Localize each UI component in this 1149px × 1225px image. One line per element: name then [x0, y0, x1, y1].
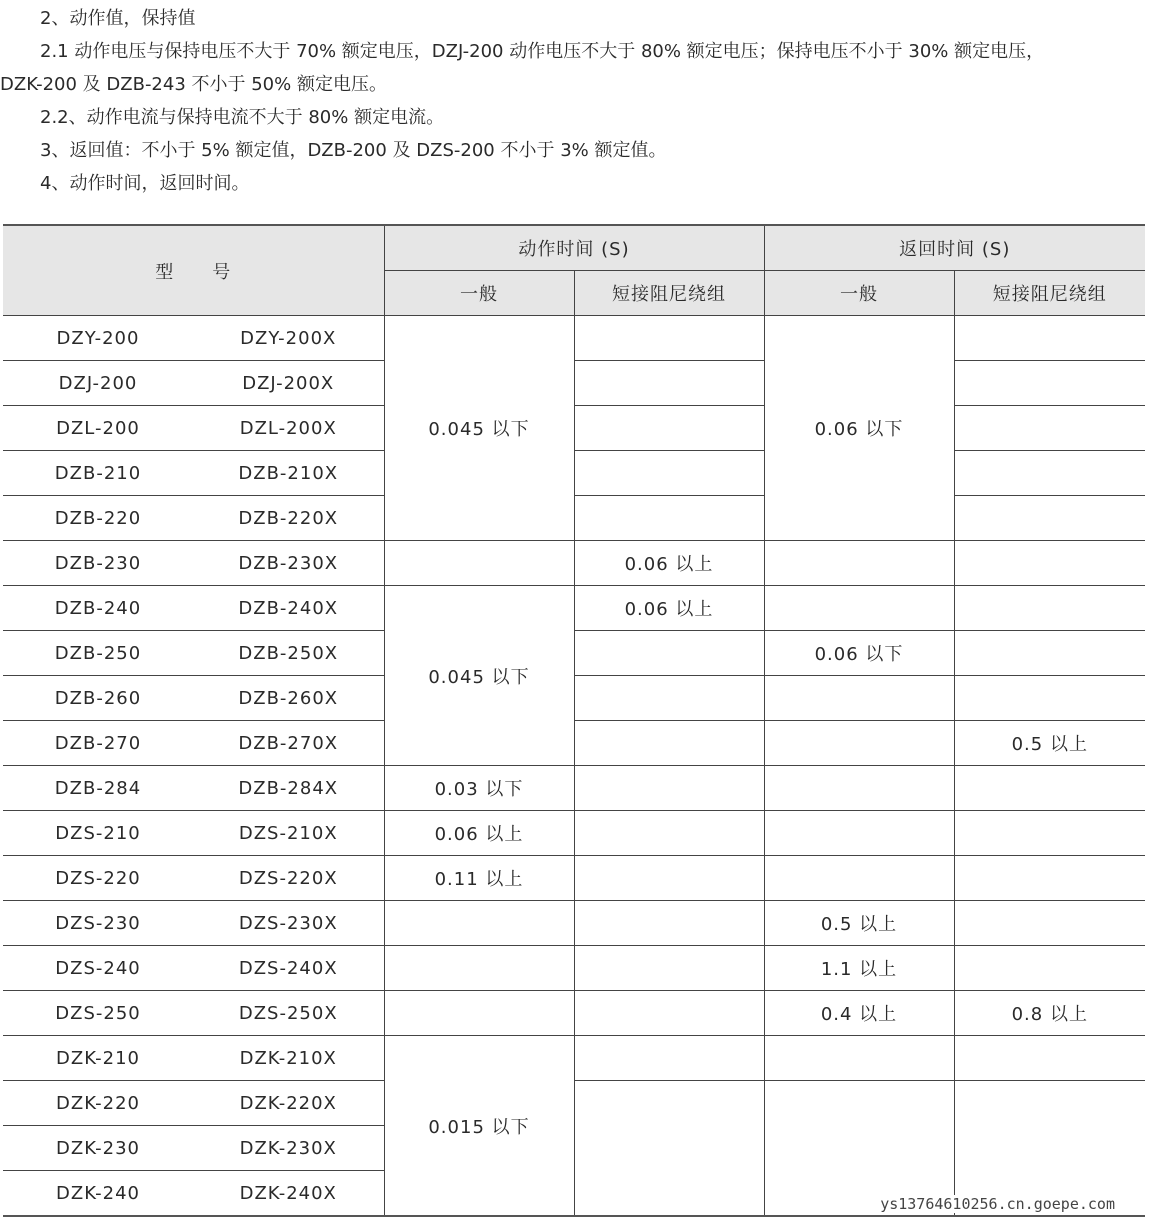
model-cell: DZJ-200	[3, 361, 193, 406]
table-row	[3, 811, 1145, 856]
action-general-cell: 0.015 以下	[384, 1036, 574, 1217]
model-x-cell: DZS-240X	[193, 946, 384, 991]
paragraph-voltage-line2: DZK-200 及 DZB-243 不小于 50% 额定电压。	[0, 74, 387, 95]
action-general-cell: 0.11 以上	[384, 856, 574, 901]
return-general-cell: 0.4 以上	[764, 991, 954, 1036]
model-x-cell: DZB-284X	[193, 766, 384, 811]
timing-table	[3, 224, 1145, 1217]
action-general-cell: 0.045 以下	[384, 586, 574, 766]
model-cell: DZK-220	[3, 1081, 193, 1126]
return-general-cell: 0.06 以下	[764, 316, 954, 541]
return-general-cell	[764, 721, 954, 766]
table-header-row	[3, 225, 1145, 271]
model-cell: DZL-200	[3, 406, 193, 451]
action-general-cell: 0.03 以下	[384, 766, 574, 811]
table-row	[3, 721, 1145, 766]
table-row	[3, 361, 1145, 406]
model-x-cell: DZS-250X	[193, 991, 384, 1036]
table-row	[3, 541, 1145, 586]
action-general-cell	[384, 991, 574, 1036]
model-x-cell: DZB-220X	[193, 496, 384, 541]
return-short-cell	[954, 361, 1145, 406]
return-general-cell	[764, 676, 954, 721]
action-short-cell	[574, 1036, 764, 1081]
return-general-cell	[764, 766, 954, 811]
return-short-cell	[954, 451, 1145, 496]
table-row	[3, 586, 1145, 631]
model-cell: DZK-210	[3, 1036, 193, 1081]
header-action-time: 动作时间 (S)	[384, 225, 764, 271]
action-short-cell	[574, 631, 764, 676]
model-cell: DZB-270	[3, 721, 193, 766]
paragraph-voltage-line1: 2.1 动作电压与保持电压不大于 70% 额定电压，DZJ-200 动作电压不大于 80% 额定电压；保持电压不小于 30% 额定电压，	[40, 41, 1045, 62]
table-row	[3, 676, 1145, 721]
table-row	[3, 496, 1145, 541]
table-row	[3, 901, 1145, 946]
return-short-cell	[954, 856, 1145, 901]
action-general-cell: 0.06 以上	[384, 811, 574, 856]
model-x-cell: DZB-250X	[193, 631, 384, 676]
model-x-cell: DZK-220X	[193, 1081, 384, 1126]
header-action-general: 一般	[384, 271, 574, 316]
model-cell: DZK-230	[3, 1126, 193, 1171]
table-row	[3, 631, 1145, 676]
model-x-cell: DZB-240X	[193, 586, 384, 631]
action-short-cell	[574, 811, 764, 856]
action-general-cell	[384, 946, 574, 991]
model-cell: DZB-210	[3, 451, 193, 496]
return-short-cell	[954, 586, 1145, 631]
paragraph-return-value: 3、返回值：不小于 5% 额定值，DZB-200 及 DZS-200 不小于 3% 额定值。	[40, 140, 667, 161]
action-short-cell	[574, 361, 764, 406]
return-short-cell	[954, 811, 1145, 856]
model-x-cell: DZS-220X	[193, 856, 384, 901]
model-x-cell: DZL-200X	[193, 406, 384, 451]
model-x-cell: DZS-230X	[193, 901, 384, 946]
model-cell: DZK-240	[3, 1171, 193, 1217]
return-short-cell	[954, 541, 1145, 586]
return-short-cell	[954, 496, 1145, 541]
model-cell: DZS-220	[3, 856, 193, 901]
return-short-cell	[954, 1036, 1145, 1081]
return-short-cell	[954, 631, 1145, 676]
action-short-cell	[574, 721, 764, 766]
action-short-cell: 0.06 以上	[574, 586, 764, 631]
action-short-cell	[574, 676, 764, 721]
return-general-cell: 1.1 以上	[764, 946, 954, 991]
return-general-cell	[764, 811, 954, 856]
return-short-cell: 0.5 以上	[954, 721, 1145, 766]
return-short-cell	[954, 316, 1145, 361]
model-x-cell: DZK-210X	[193, 1036, 384, 1081]
model-x-cell: DZB-270X	[193, 721, 384, 766]
return-general-cell: 0.5 以上	[764, 901, 954, 946]
table-row	[3, 946, 1145, 991]
model-cell: DZS-240	[3, 946, 193, 991]
action-short-cell: 0.06 以上	[574, 541, 764, 586]
model-cell: DZS-230	[3, 901, 193, 946]
table-row	[3, 1036, 1145, 1081]
model-cell: DZB-284	[3, 766, 193, 811]
action-general-cell: 0.045 以下	[384, 316, 574, 541]
model-cell: DZB-260	[3, 676, 193, 721]
return-short-cell	[954, 766, 1145, 811]
model-cell: DZB-220	[3, 496, 193, 541]
header-action-short-damping: 短接阻尼绕组	[574, 271, 764, 316]
model-cell: DZS-250	[3, 991, 193, 1036]
table-row	[3, 1081, 1145, 1126]
paragraph-times-title: 4、动作时间，返回时间。	[40, 173, 250, 194]
action-short-cell	[574, 766, 764, 811]
return-general-cell: 0.06 以下	[764, 631, 954, 676]
table-row	[3, 406, 1145, 451]
action-short-cell	[574, 451, 764, 496]
paragraph-current: 2.2、动作电流与保持电流不大于 80% 额定电流。	[40, 107, 445, 128]
watermark-text: ys13764610256.cn.goepe.com	[880, 1195, 1115, 1213]
action-short-cell	[574, 496, 764, 541]
model-x-cell: DZB-230X	[193, 541, 384, 586]
paragraph-action-holding-title: 2、动作值，保持值	[40, 8, 196, 29]
model-cell: DZB-250	[3, 631, 193, 676]
model-x-cell: DZY-200X	[193, 316, 384, 361]
table-row	[3, 856, 1145, 901]
action-short-cell	[574, 856, 764, 901]
action-short-cell	[574, 901, 764, 946]
table-row	[3, 991, 1145, 1036]
action-general-cell	[384, 901, 574, 946]
model-x-cell: DZS-210X	[193, 811, 384, 856]
model-cell: DZY-200	[3, 316, 193, 361]
return-general-cell	[764, 541, 954, 586]
action-short-cell	[574, 991, 764, 1036]
table-row	[3, 316, 1145, 361]
return-short-cell: 0.8 以上	[954, 991, 1145, 1036]
return-general-cell	[764, 586, 954, 631]
header-return-time: 返回时间 (S)	[764, 225, 1145, 271]
return-general-cell	[764, 1036, 954, 1081]
model-cell: DZS-210	[3, 811, 193, 856]
action-short-cell	[574, 1081, 764, 1217]
model-cell: DZB-240	[3, 586, 193, 631]
model-x-cell: DZB-210X	[193, 451, 384, 496]
action-general-cell	[384, 541, 574, 586]
return-general-cell	[764, 856, 954, 901]
table-row	[3, 451, 1145, 496]
return-short-cell	[954, 901, 1145, 946]
model-x-cell: DZK-230X	[193, 1126, 384, 1171]
return-short-cell	[954, 676, 1145, 721]
header-model: 型 号	[3, 225, 384, 316]
model-cell: DZB-230	[3, 541, 193, 586]
model-x-cell: DZB-260X	[193, 676, 384, 721]
action-short-cell	[574, 946, 764, 991]
header-return-general: 一般	[764, 271, 954, 316]
model-x-cell: DZK-240X	[193, 1171, 384, 1217]
model-x-cell: DZJ-200X	[193, 361, 384, 406]
table-row	[3, 766, 1145, 811]
return-short-cell	[954, 946, 1145, 991]
action-short-cell	[574, 406, 764, 451]
action-short-cell	[574, 316, 764, 361]
return-short-cell	[954, 406, 1145, 451]
header-return-short-damping: 短接阻尼绕组	[954, 271, 1145, 316]
